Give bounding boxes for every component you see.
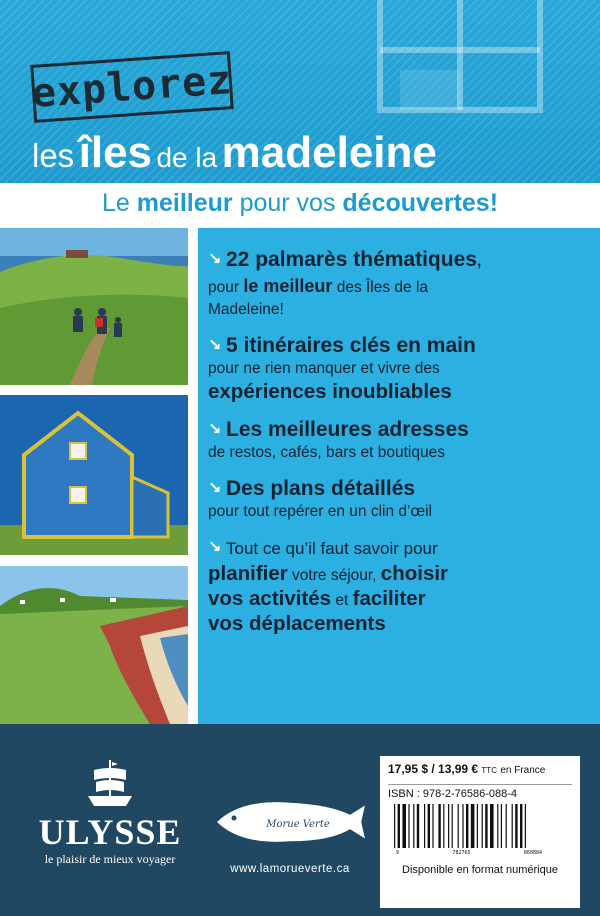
feature-head: Tout ce qu’il faut savoir pour	[226, 539, 438, 558]
arrow-down-right-icon: ↘	[208, 539, 222, 556]
tagline-pour-vos: pour vos	[239, 189, 336, 217]
publisher-slogan: le plaisir de mieux voyager	[44, 852, 176, 866]
title-de-la: de la	[156, 142, 218, 173]
tagline-le: Le	[101, 189, 130, 217]
ship-icon	[82, 758, 138, 810]
digital-availability: Disponible en format numérique	[402, 864, 558, 876]
feature-palmares: ↘ 22 palmarès thématiques, pour le meilleur des Îles de la Madeleine!	[208, 248, 482, 318]
barcode-numbers: 9 782765 860884	[396, 850, 542, 856]
title-iles: îles	[78, 128, 153, 177]
feature-head: Des plans détaillés	[226, 477, 416, 500]
top-banner	[0, 0, 600, 183]
feature-adresses: ↘ Les meilleures adresses de restos, cafés, bars et boutiques	[208, 418, 469, 461]
arrow-down-right-icon: ↘	[208, 480, 222, 497]
price-barcode-box	[380, 756, 580, 908]
tagline	[0, 183, 600, 225]
photo-hikers	[0, 228, 188, 385]
isbn: ISBN : 978-2-76586-088-4	[388, 784, 572, 800]
feature-head: 22 palmarès thématiques	[226, 248, 477, 271]
ulysse-logo	[30, 758, 190, 898]
arrow-down-right-icon: ↘	[208, 337, 222, 354]
fish-icon	[210, 792, 370, 852]
morue-verte-logo	[208, 792, 372, 892]
partner-url: www.lamorueverte.ca	[230, 863, 350, 875]
tagline-decouvertes: découvertes!	[342, 189, 499, 217]
features-panel	[198, 228, 600, 724]
feature-plans: ↘ Des plans détaillés pour tout repérer en un clin d’œil	[208, 477, 433, 520]
photo-blue-house	[0, 395, 188, 555]
arrow-down-right-icon: ↘	[208, 421, 222, 438]
window-frame-decoration	[360, 0, 560, 130]
title-madeleine: madeleine	[221, 128, 437, 177]
feature-planifier: ↘ Tout ce qu’il faut savoir pour planifier votre séjour, choisir vos activités et faciliter vos déplacements	[208, 536, 592, 636]
title-les: les	[32, 137, 75, 174]
price: 17,95 $ / 13,99 € TTC en France	[388, 762, 546, 776]
photo-red-cliffs	[0, 566, 188, 724]
explorez-stamp	[30, 51, 234, 123]
arrow-down-right-icon: ↘	[208, 251, 222, 268]
barcode	[388, 802, 572, 850]
feature-itineraires: ↘ 5 itinéraires clés en main pour ne rien manquer et vivre des expériences inoubliables	[208, 334, 476, 403]
stamp-text: explorez	[30, 57, 234, 117]
feature-head: 5 itinéraires clés en main	[226, 334, 476, 357]
feature-head: Les meilleures adresses	[226, 418, 469, 441]
publisher-name: ULYSSE	[38, 812, 182, 852]
publisher-footer	[0, 724, 600, 916]
fish-text: Morue Verte	[266, 819, 330, 830]
series-title	[32, 128, 437, 178]
tagline-meilleur: meilleur	[136, 189, 233, 217]
